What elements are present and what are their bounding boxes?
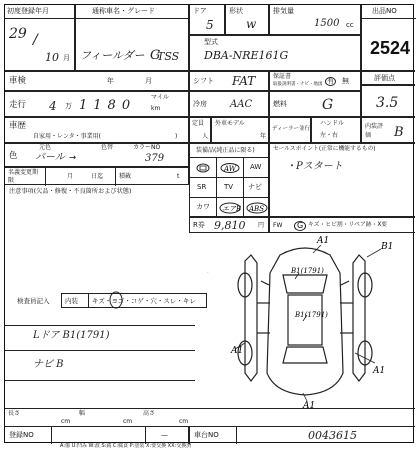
fuel-value: G [322,97,334,113]
sunroof-icon [196,163,210,173]
header-door-cell [189,5,225,35]
warranty-cell [269,71,361,91]
shift-cell [189,71,269,91]
lot-number: 2524 [370,38,411,58]
car-grade: G [150,48,161,63]
damage-legend-cell [269,217,415,233]
interior-score-value: B [394,125,404,140]
color-cell [5,143,189,167]
ac-cell [189,91,269,117]
color-no-value: 379 [145,153,165,164]
name-change-month: 月 [67,173,74,180]
door-value: 5 [206,18,214,32]
inspection-year-unit: 年 [107,77,114,85]
height-unit: cm [179,418,189,425]
mark-roof-b1: B1(1791) [295,311,328,319]
header-first-reg-cell [5,5,75,71]
recycle-amount: 9,810 [214,219,246,232]
shape-value: w [246,17,257,31]
loaded-label: 積載 [119,173,132,180]
svg-text:AW: AW [224,165,236,173]
abs-icon [246,202,268,214]
mark-left-a1: A1 [231,346,244,356]
footer-legend: A:傷 U:凹み W:波 S:錆 C:腐食 P:塗装 X:要交換 XX:交換済 [60,443,192,449]
fuel-cell [269,91,361,117]
reg-month: 10 [45,51,59,64]
chassis-number: 0043615 [308,429,357,442]
color-current-label: 色替 [101,144,114,151]
equipment-abs [246,202,268,216]
cc-value: 1500 [314,18,340,29]
mark-rear-a1: A1 [303,401,316,408]
header-shape-cell [225,5,269,35]
inspector-interior-label: 内装 [65,297,78,305]
score-label: 評価点 [374,74,395,82]
warranty-no: 無 [342,77,349,85]
mileage-label: 走行 [9,100,27,110]
equipment-leather: カワ [196,203,210,211]
warranty-sub: 取扱説明書・ナビ・地図 [273,82,323,87]
mark-front-a1: A1 [317,236,330,246]
name-change-label: 名義変更期限 [8,169,39,184]
score-value: 3.5 [376,95,399,111]
interior-score-cell [361,117,415,143]
history-cell [5,117,189,143]
auction-sheet [4,4,414,443]
car-damage-diagram [195,233,415,408]
equipment-airbag [219,202,241,216]
model-change-label: 外車モデル [215,120,245,127]
reg-slash: / [33,32,38,48]
damage-legend: キズ・ヒビ割・リペア跡・X要 [308,222,388,228]
inspector-interior-text: キズ・ヨゴ・コゲ・穴・スレ・キレ [92,297,196,305]
ac-label: 冷房 [193,100,207,108]
equipment-label: 装備品(純正品に限る) [196,147,255,154]
equipment-table [189,143,269,217]
car-name: フィールダー [80,49,145,62]
history-sub: 自家用・レンタ・事業用( [33,133,101,140]
note-line-2: ナビ B [33,359,64,370]
shape-label: 形状 [229,7,243,15]
equipment-sunroof [196,163,210,175]
warranty-label: 保証書 [273,73,292,80]
header-model-cell [189,35,361,71]
chassis-label: 車台NO [194,431,219,439]
ac-value: AAC [230,99,253,110]
sales-point-cell [269,143,415,217]
first-reg-label: 初度登録年月 [7,7,49,15]
color-arrow: → [69,153,77,163]
name-change-cell [5,167,189,185]
displacement-label: 排気量 [273,7,294,15]
model-code: DBA-NRE161G [204,49,289,62]
shift-label: シフト [193,77,214,85]
dealer-label: ディーラー並行 [272,126,311,132]
mileage-rest-value: 1180 [79,98,137,113]
score-value-cell [361,85,415,117]
header-cc-cell [269,5,361,35]
inspection-month-unit: 月 [145,77,152,85]
reg-month-unit: 月 [63,54,70,62]
cc-unit: cc [346,21,354,29]
equipment-tv: TV [224,183,234,191]
capacity-cell [189,117,211,143]
interior-score-label: 内装評価 [365,123,384,139]
equipment-navi: ナビ [248,183,262,191]
inspector-interior-box [61,293,207,308]
reg-no-dash: — [161,431,168,439]
interior-circled-mark [109,291,123,309]
sales-point-label: セールスポイント(正常に機能するもの) [273,146,376,152]
handle-value: 左・右 [320,132,339,139]
mileage-man-value: 4 [49,99,57,113]
model-change-cell [211,117,269,143]
equipment-aw: AW [250,163,262,171]
mark-front-right-b1: B1 [381,242,394,252]
capacity-label: 定員 [192,120,205,127]
fw-label: FW [273,222,283,229]
color-original-value: パール [35,152,65,163]
width-unit: cm [123,418,133,425]
equipment-sr: SR [197,183,207,191]
mileage-unit-bottom: km [151,105,161,112]
color-original-label: 元色 [39,144,52,151]
width-label: 幅 [79,410,86,417]
mileage-unit-top: マイル [151,94,169,101]
model-label: 型式 [204,38,218,46]
recycle-unit: 円 [258,222,265,229]
loaded-unit: t [177,173,180,180]
lot-label: 出品NO [372,7,397,15]
model-change-unit: 年 [260,133,267,140]
history-close: ) [175,133,178,140]
inspector-label: 検査員記入 [17,297,50,305]
shift-value: FAT [232,74,256,88]
length-label: 長さ [8,410,21,417]
alloy-wheel-icon [220,163,240,173]
note-line-1: Lドア B1(1791) [33,330,110,341]
mileage-man-unit: 万 [65,102,72,110]
color-label: 色 [9,151,18,161]
dealer-cell [269,117,311,143]
length-unit: cm [61,418,71,425]
inspection-label: 車検 [9,76,27,86]
mark-left-side-a1: A1 [207,273,209,274]
chassis-cell [189,426,415,444]
color-no-label: カラーNO [133,144,161,151]
capacity-unit: 人 [202,133,209,140]
inspection-label-cell [5,71,189,91]
svg-text:エアB: エアB [222,205,241,213]
recycle-cell [189,217,269,233]
height-label: 高さ [143,410,156,417]
reg-no-cell [5,426,189,444]
notes-label: 注意事項(欠品・修復・不良箇所および状態) [9,188,132,195]
car-trim: TSS [157,50,180,63]
handle-cell [311,117,361,143]
reg-year: 29 [9,26,27,42]
handle-label: ハンドル [320,120,345,127]
sales-point-value: ・Pスタート [286,161,343,172]
header-lot-cell [361,5,415,71]
reg-no-label: 登録NO [9,431,34,439]
warranty-yes: 有 [327,77,334,85]
score-label-cell [361,71,415,85]
equipment-aw-circled [220,163,240,175]
fuel-label: 燃料 [273,100,287,108]
name-change-day: 日迄 [91,173,104,180]
mark-hood-b1: B1(1791) [291,267,324,275]
mark-right-a1: A1 [373,366,386,376]
door-label: ドア [193,7,207,15]
recycle-label: R券 [193,221,205,229]
name-grade-label: 通称車名・グレード [92,7,155,15]
airbag-icon [219,202,241,214]
svg-text:ABS: ABS [249,205,264,213]
mileage-cell [5,91,189,117]
history-label: 車歴 [9,121,27,131]
fw-mark: G [294,221,306,231]
